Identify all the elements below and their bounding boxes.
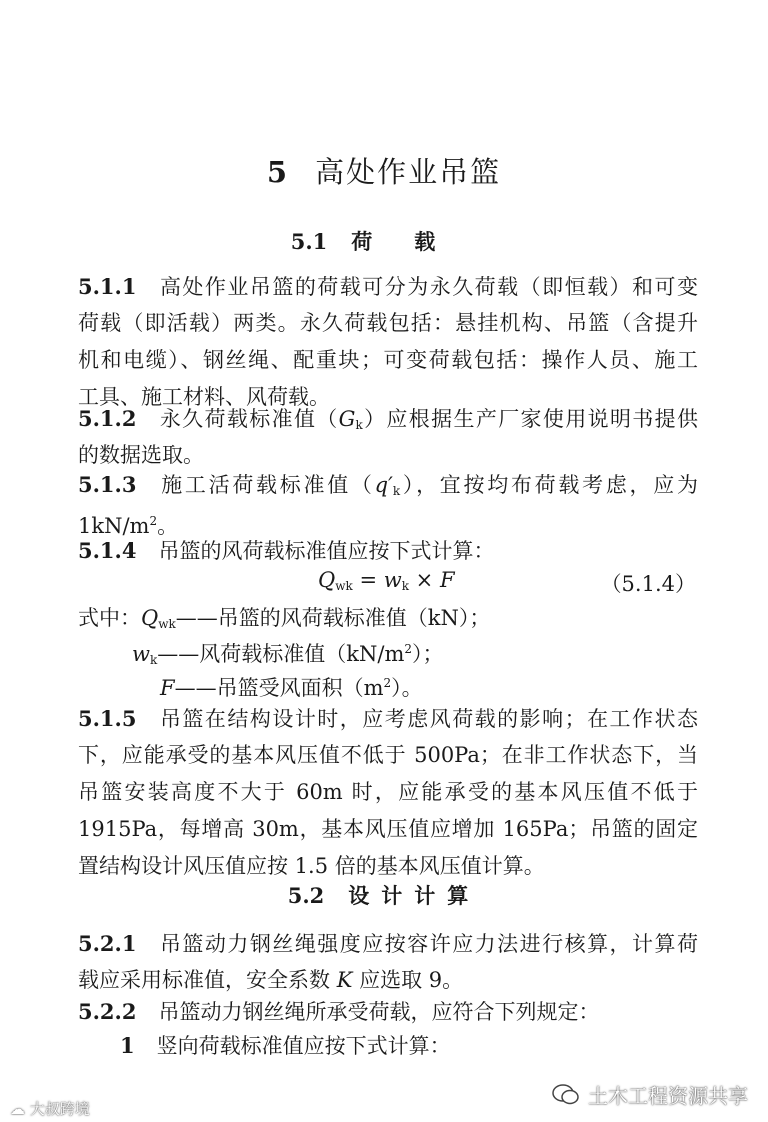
clause-line: 下，应能承受的基本风压值不低于 500Pa；在非工作状态下，当 bbox=[78, 743, 698, 767]
clause-line: 的数据选取。 bbox=[78, 443, 204, 467]
section-heading-5-1 bbox=[0, 226, 768, 256]
clause-line: 1915Pa，每增高 30m，基本风压值应增加 165Pa；吊篮的固定 bbox=[78, 817, 698, 841]
clause-number: 5.1.3 bbox=[78, 472, 137, 497]
symbol-k: K bbox=[336, 968, 353, 992]
section-number: 5.1 bbox=[290, 229, 328, 254]
clause-line: 机和电缆）、钢丝绳、配重块；可变荷载包括：操作人员、施工 bbox=[78, 348, 698, 372]
clause-number: 5.1.5 bbox=[78, 706, 137, 731]
clause-line: 荷载（即活载）两类。永久荷载包括：悬挂机构、吊篮（含提升 bbox=[78, 311, 698, 335]
chapter-title: 高处作业吊篮 bbox=[315, 155, 502, 189]
where-label: 式中： bbox=[78, 606, 141, 630]
clause-line: 5.1.5 吊篮在结构设计时，应考虑风荷载的影响；在工作状态 bbox=[78, 706, 698, 731]
formula-5-1-4: $Q_{wk} = w_k \times F$ bbox=[318, 568, 455, 593]
clause-5-1-3 bbox=[78, 466, 698, 540]
section-title: 荷载 bbox=[351, 229, 478, 254]
clause-line: 5.1.3 施工活荷载标准值$(q'_k)$，宜按均布荷载考虑，应为 bbox=[78, 472, 698, 498]
clause-5-1-2 bbox=[78, 400, 698, 474]
symbol-g: G bbox=[338, 407, 356, 431]
section-number: 5.2 bbox=[287, 883, 325, 908]
clause-5-1-1 bbox=[78, 268, 698, 416]
section-heading-5-2 bbox=[0, 880, 768, 910]
list-item-text: 竖向荷载标准值应按下式计算： bbox=[156, 1034, 451, 1058]
clause-5-2-2 bbox=[78, 993, 698, 1030]
section-title: 设计计算 bbox=[348, 883, 481, 908]
chapter-heading bbox=[0, 150, 768, 191]
clause-line: 5.1.4 吊篮的风荷载标准值应按下式计算： bbox=[78, 538, 495, 563]
wechat-icon bbox=[552, 1084, 580, 1106]
clause-number: 5.1.1 bbox=[78, 274, 137, 299]
clause-number: 5.1.2 bbox=[78, 406, 137, 431]
list-item-1 bbox=[120, 1030, 451, 1060]
clause-line: 5.2.2 吊篮动力钢丝绳所承受荷载，应符合下列规定： bbox=[78, 999, 600, 1024]
watermark-right: 土木工程资源共享 bbox=[552, 1080, 748, 1109]
equation-number: （5.1.4） bbox=[600, 572, 696, 596]
clause-5-1-4 bbox=[78, 532, 698, 569]
clause-line: $1kN/m^2$。 bbox=[78, 514, 179, 538]
where-line-q: 式中：$Q_{wk}——$吊篮的风荷载标准值（kN）； bbox=[78, 606, 491, 631]
clause-number: 5.1.4 bbox=[78, 538, 137, 563]
watermark-left: ☁ 大叔跨境 bbox=[10, 1100, 90, 1118]
list-item-number: 1 bbox=[120, 1033, 135, 1058]
clause-5-2-1 bbox=[78, 925, 698, 999]
clause-line: 吊篮安装高度不大于 60m 时，应能承受的基本风压值不低于 bbox=[78, 780, 698, 804]
clause-line: 5.1.2 永久荷载标准值$(G_k)$应根据生产厂家使用说明书提供 bbox=[78, 406, 698, 432]
chapter-number: 5 bbox=[266, 155, 290, 189]
clause-number: 5.2.1 bbox=[78, 931, 137, 956]
clause-line: 载应采用标准值，安全系数 K 应选取 9。 bbox=[78, 968, 464, 992]
clause-line: 置结构设计风压值应按 1.5 倍的基本风压值计算。 bbox=[78, 854, 545, 878]
clause-5-1-5 bbox=[78, 700, 698, 885]
clause-number: 5.2.2 bbox=[78, 999, 137, 1024]
clause-line: 5.2.1 吊篮动力钢丝绳强度应按容许应力法进行核算，计算荷 bbox=[78, 931, 698, 956]
clause-line: 工具、施工材料、风荷载。 bbox=[78, 385, 330, 409]
symbol-q: q′ bbox=[374, 473, 393, 497]
clause-line: 5.1.1 高处作业吊篮的荷载可分为永久荷载（即恒载）和可变 bbox=[78, 274, 698, 299]
where-line-f: F——吊篮受风面积$(m^2)$。 bbox=[160, 676, 423, 700]
where-line-w: $w_k——$风荷载标准值$(kN/m^2)$； bbox=[132, 642, 444, 667]
weibo-icon: ☁ bbox=[10, 1100, 30, 1118]
